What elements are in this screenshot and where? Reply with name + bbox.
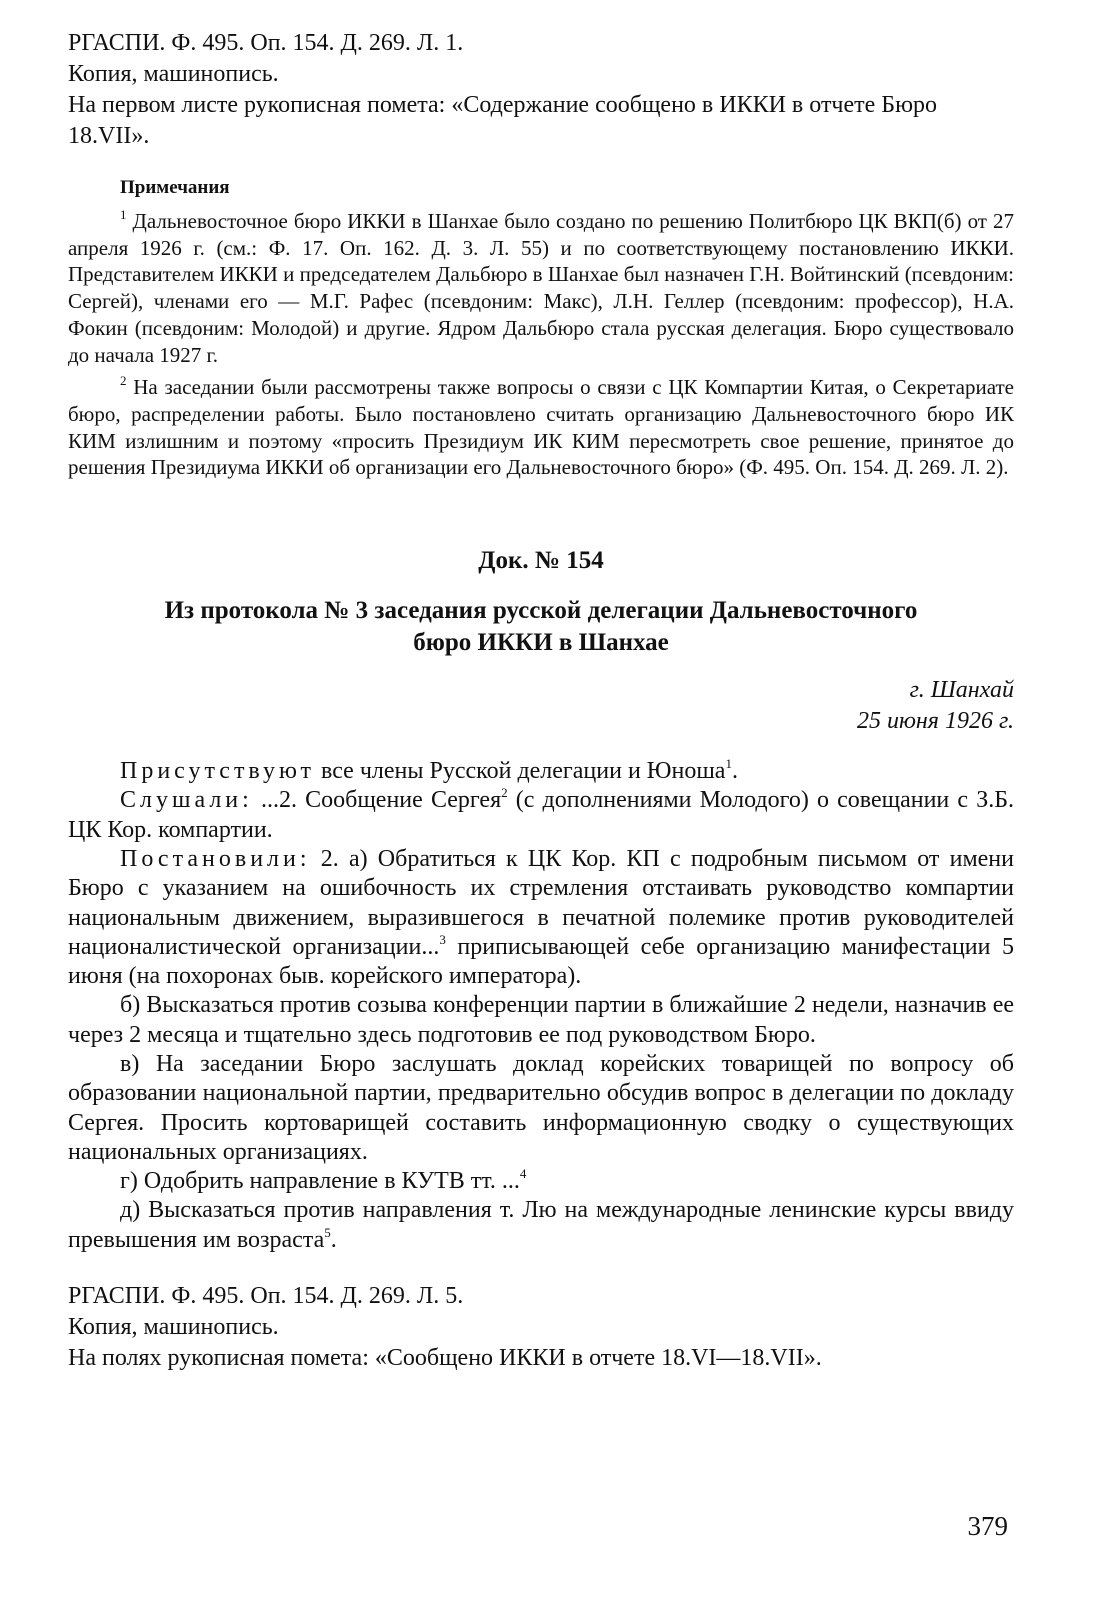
archive-type: Копия, машинопись. [68,61,279,87]
footnote-2 [68,374,1014,481]
footnote-ref: 2 [501,785,508,801]
heard-label: Слушали: [120,787,253,814]
footnote-text: Дальневосточное бюро ИККИ в Шанхае было создано по решению Политбюро ЦК ВКП(б) от 27 апреля 1926 г. (см.: Ф. 17. Оп. 162. Д. 3. Л. 55) и по соответствующему постановлению ИККИ. Представителем ИККИ и председателем Дальбюро в Шанхае был назначен Г.Н. Войтинский (псевдоним: Сергей), членами его — М.Г. Рафес (псевдоним: Макс), Л.Н. Геллер (псевдоним: профессор), Н.А. Фокин (псевдоним: Молодой) и другие. Ядром Дальбюро стала русская делегация. Бюро существовало до начала 1927 г. [68,209,1014,367]
document-title [68,595,1014,659]
notes-heading: Примечания [120,177,230,198]
item-d-end: . [330,1226,337,1253]
document-place: г. Шанхай [909,677,1014,704]
footnote-1 [68,208,1014,368]
page-number: 379 [967,1511,1008,1541]
archive-reference-bottom [68,1281,1014,1374]
archive-type: Копия, машинопись. [68,1314,279,1341]
decided-label: Постановили: [120,845,311,872]
decided-paragraph [68,845,1014,991]
decided-text-cont: приписывающей себе организацию манифестации 5 июня (на похоронах быв. корейского императора). [68,933,1014,990]
document-date: 25 июня 1926 г. [856,708,1014,735]
archive-ref: РГАСПИ. Ф. 495. Оп. 154. Д. 269. Л. 5. [68,1283,464,1310]
document-title-line-2: бюро ИККИ в Шанхае [413,629,669,657]
footnote-ref: 5 [324,1224,331,1240]
item-d [68,1196,1014,1255]
item-b: б) Высказаться против созыва конференции партии в ближайшие 2 недели, назначив ее через 2 месяца и тщательно здесь подготовив ее под руководством Бюро. [68,992,1014,1048]
archive-remark: На полях рукописная помета: «Сообщено ИККИ в отчете 18.VI—18.VII». [68,1345,822,1372]
decided-text: 2. а) Обратиться к ЦК Кор. КП с подробным письмом от имени Бюро с указанием на ошибочность их стремления отстаивать руководство компартии национальным движением, выразившегося в печатной полемике против руководителей националистической организации... [68,845,1014,960]
footnote-ref: 4 [519,1166,527,1182]
present-text: все члены Русской делегации и Юноша [321,758,726,785]
present-label: Присутствуют [120,758,316,785]
footnote-number: 1 [120,207,127,222]
footnote-ref: 1 [725,756,732,772]
document-title-line-1: Из протокола № 3 заседания русской делегации Дальневосточного [164,597,918,625]
protocol-body [68,757,1014,1255]
present-paragraph: Присутствуют все члены Русской делегации и Юноша$^1$. [120,756,738,785]
place-and-date [68,675,1014,737]
archive-reference-top [68,28,1014,152]
item-v: в) На заседании Бюро заслушать доклад корейских товарищей по вопросу об образовании национальной партии, предварительно обсудив вопрос в делегации по докладу Сергея. Просить кортоварищей составить информационную сводку о существующих национальных организациях. [68,1051,1014,1165]
document-page [68,28,1014,1374]
heard-text: ...2. Сообщение Сергея [260,787,502,814]
item-g [68,1167,1014,1196]
heard-text-cont: (с дополнениями Молодого) о совещании с З.Б. ЦК Кор. компартии. [68,787,1014,843]
footnote-number: 2 [120,373,127,389]
document-number: Док. № 154 [478,547,604,575]
archive-remark: На первом листе рукописная помета: «Содержание сообщено в ИККИ в отчете Бюро 18.VII». [68,92,938,149]
heard-paragraph [68,786,1014,845]
footnote-text: На заседании были рассмотрены также вопросы о связи с ЦК Компартии Китая, о Секретариате бюро, распределении работы. Было постановлено считать организацию Дальневосточного бюро ИК КИМ излишним и поэтому «просить Президиум ИК КИМ пересмотреть свое решение, принятое до решения Президиума ИККИ об организации его Дальневосточного бюро» (Ф. 495. Оп. 154. Д. 269. Л. 2). [68,375,1014,480]
item-d-text: д) Высказаться против направления т. Лю на международные ленинские курсы ввиду превышения им возраста [68,1197,1014,1253]
item-g-text: г) Одобрить направление в КУТВ тт. ... [120,1168,520,1195]
footnote-ref: 3 [439,931,446,947]
archive-ref: РГАСПИ. Ф. 495. Оп. 154. Д. 269. Л. 1. [68,30,464,56]
